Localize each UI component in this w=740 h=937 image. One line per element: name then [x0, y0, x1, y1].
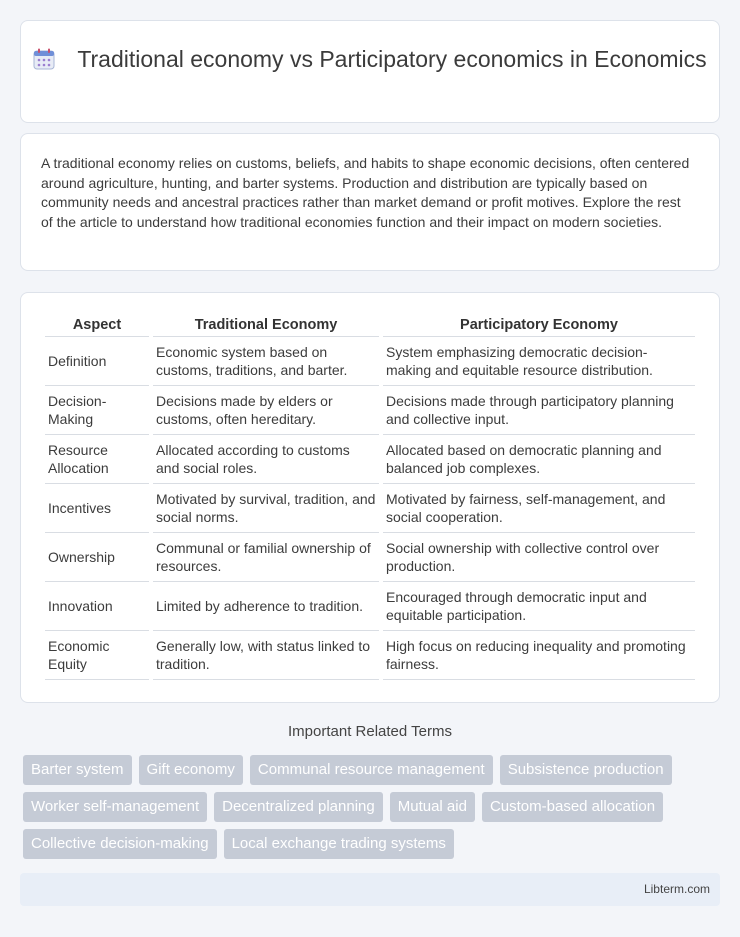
related-terms-heading: Important Related Terms	[288, 723, 452, 740]
row-aspect: Decision-Making	[45, 386, 149, 435]
table-row	[45, 484, 695, 533]
row-participatory: Motivated by fairness, self-management, and social cooperation.	[383, 484, 695, 533]
table-row	[45, 435, 695, 484]
tag-custom-based-allocation[interactable]: Custom-based allocation	[482, 792, 663, 822]
intro-card	[20, 133, 720, 271]
tag-communal-resource-management[interactable]: Communal resource management	[250, 755, 493, 785]
tag-subsistence-production[interactable]: Subsistence production	[500, 755, 672, 785]
title-card	[20, 20, 720, 123]
footer-brand-link[interactable]: Libterm.com	[643, 882, 710, 896]
row-aspect: Ownership	[45, 533, 149, 582]
row-participatory: System emphasizing democratic decision-making and equitable resource distribution.	[383, 337, 695, 386]
tag-row	[23, 829, 723, 859]
row-traditional: Motivated by survival, tradition, and social norms.	[153, 484, 379, 533]
row-aspect: Economic Equity	[45, 631, 149, 680]
row-participatory: Allocated based on democratic planning and balanced job complexes.	[383, 435, 695, 484]
tag-gift-economy[interactable]: Gift economy	[139, 755, 243, 785]
header-aspect: Aspect	[45, 315, 149, 337]
intro-paragraph: A traditional economy relies on customs, beliefs, and habits to shape economic decisions, often centered around agriculture, hunting, and barter systems. Production and distribution are typically based on community needs and ancestral practices rather than market demand or profit motives. Explore the rest of the article to understand how traditional economies function and their impact on modern societies.	[41, 155, 690, 230]
row-participatory: High focus on reducing inequality and promoting fairness.	[383, 631, 695, 680]
row-participatory: Encouraged through democratic input and equitable participation.	[383, 582, 695, 631]
row-participatory: Social ownership with collective control over production.	[383, 533, 695, 582]
table-row	[45, 337, 695, 386]
header-traditional: Traditional Economy	[153, 315, 379, 337]
table-row	[45, 386, 695, 435]
tag-barter-system[interactable]: Barter system	[23, 755, 132, 785]
tag-local-exchange-trading-systems[interactable]: Local exchange trading systems	[224, 829, 454, 859]
related-terms-list	[23, 755, 723, 866]
table-header-row	[45, 315, 695, 337]
tag-mutual-aid[interactable]: Mutual aid	[390, 792, 475, 822]
row-traditional: Decisions made by elders or customs, often hereditary.	[153, 386, 379, 435]
table-row	[45, 631, 695, 680]
header-participatory: Participatory Economy	[383, 315, 695, 337]
table-row	[45, 582, 695, 631]
row-aspect: Resource Allocation	[45, 435, 149, 484]
row-traditional: Economic system based on customs, traditions, and barter.	[153, 337, 379, 386]
calendar-icon	[33, 48, 55, 70]
row-traditional: Generally low, with status linked to tradition.	[153, 631, 379, 680]
row-traditional: Communal or familial ownership of resources.	[153, 533, 379, 582]
row-participatory: Decisions made through participatory planning and collective input.	[383, 386, 695, 435]
tag-row	[23, 755, 723, 785]
row-traditional: Allocated according to customs and social roles.	[153, 435, 379, 484]
page-title: Traditional economy vs Participatory economics in Economics	[77, 46, 707, 72]
page-title-wrap	[21, 45, 719, 74]
tag-row	[23, 792, 723, 822]
tag-worker-self-management[interactable]: Worker self-management	[23, 792, 207, 822]
table-row	[45, 533, 695, 582]
row-traditional: Limited by adherence to tradition.	[153, 582, 379, 631]
comparison-card	[20, 292, 720, 703]
row-aspect: Innovation	[45, 582, 149, 631]
tag-collective-decision-making[interactable]: Collective decision-making	[23, 829, 217, 859]
row-aspect: Incentives	[45, 484, 149, 533]
row-aspect: Definition	[45, 337, 149, 386]
comparison-table	[41, 315, 699, 680]
footer	[20, 873, 720, 906]
tag-decentralized-planning[interactable]: Decentralized planning	[214, 792, 383, 822]
